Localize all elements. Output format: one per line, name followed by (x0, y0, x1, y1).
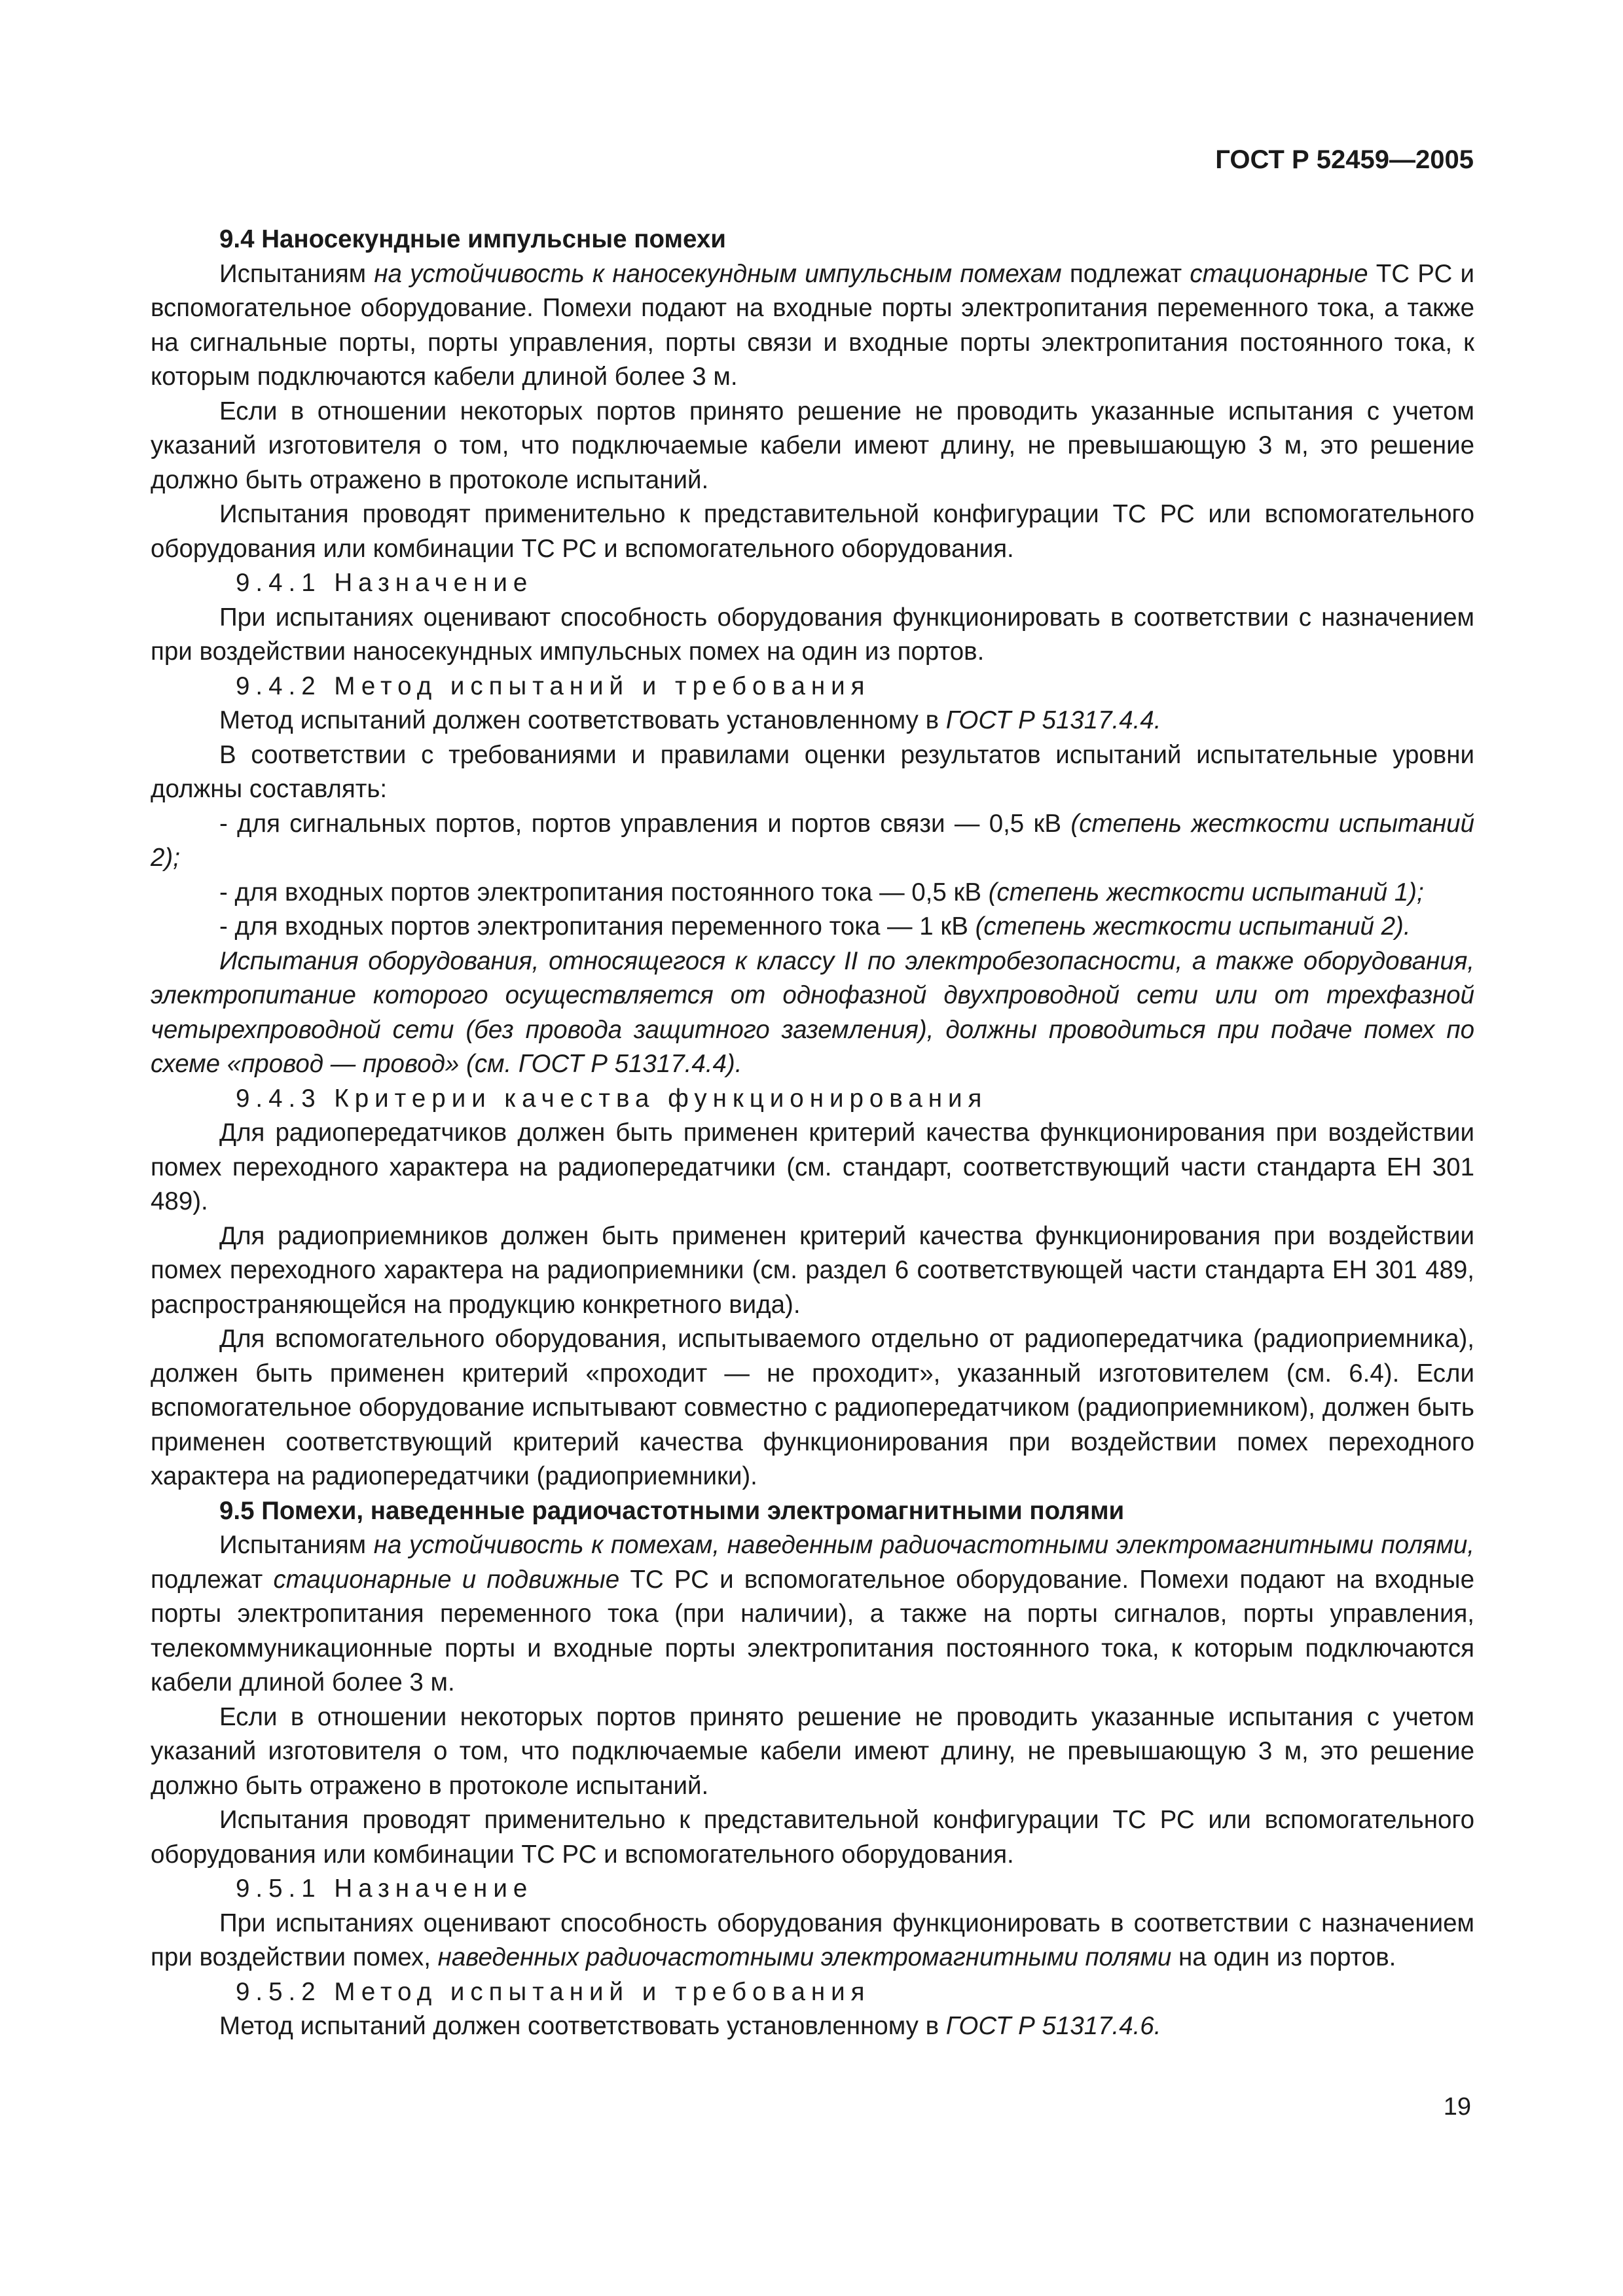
paragraph: Испытаниям на устойчивость к помехам, наведенным радиочастотными электромагнитными полями, подлежат стационарные и подвижные ТС РС и вспомогательное оборудование. Помехи подают на входные порты электропитания переменного тока (при наличии), а также на порты сигналов, порты управления, телекоммуникационные порты и входные порты электропитания постоянного тока, к которым подключаются кабели длиной более 3 м. (151, 1531, 1474, 1696)
list-item: - для сигнальных портов, портов управления и портов связи — 0,5 кВ (степень жесткости испытаний 2); (151, 809, 1474, 872)
section-9-5-heading: 9.5 Помехи, наведенные радиочастотными электромагнитными полями (219, 1496, 1125, 1525)
section-9-4-heading: 9.4 Наносекундные импульсные помехи (219, 225, 726, 253)
subsection-9-4-1-heading: 9.4.1 Назначение (236, 569, 534, 597)
paragraph: Для вспомогательного оборудования, испытываемого отдельно от радиопередатчика (радиоприемника), должен быть применен критерий «проходит — не проходит», указанный изготовителем (см. 6.4). Если вспомогательное оборудование испытывают совместно с радиопередатчиком (радиоприемником), должен быть применен соответствующий критерий качества функционирования при воздействии помех переходного характера на радиопередатчики (радиоприемники). (151, 1325, 1474, 1490)
subsection-9-4-2-heading: 9.4.2 Метод испытаний и требования (236, 672, 871, 700)
paragraph: Испытаниям на устойчивость к наносекундным импульсным помехам подлежат стационарные ТС РС и вспомогательное оборудование. Помехи подают на входные порты электропитания переменного тока, а также на сигнальные порты, порты управления, порты связи и входные порты электропитания постоянного тока, к которым подключаются кабели длиной более 3 м. (151, 259, 1475, 391)
subsection-9-5-1-heading: 9.5.1 Назначение (236, 1874, 534, 1903)
paragraph: Для радиоприемников должен быть применен критерий качества функционирования при воздействии помех переходного характера на радиоприемники (см. раздел 6 соответствующей части стандарта ЕН 301 489, распространяющейся на продукцию конкретного вида). (151, 1221, 1474, 1319)
paragraph: При испытаниях оценивают способность оборудования функционировать в соответствии с назначением при воздействии наносекундных импульсных помех на один из портов. (151, 603, 1474, 666)
paragraph: Испытания проводят применительно к представительной конфигурации ТС РС или вспомогательного оборудования или комбинации ТС РС и вспомогательного оборудования. (151, 1806, 1474, 1869)
paragraph: Для радиопередатчиков должен быть применен критерий качества функционирования при воздействии помех переходного характера на радиопередатчики (см. стандарт, соответствующий части стандарта ЕН 301 489). (151, 1119, 1474, 1215)
subsection-9-5-2-heading: 9.5.2 Метод испытаний и требования (236, 1977, 871, 2006)
standard-code-header: ГОСТ Р 52459—2005 (1215, 145, 1474, 174)
page-number: 19 (1443, 2093, 1471, 2121)
paragraph: Если в отношении некоторых портов принято решение не проводить указанные испытания с учетом указаний изготовителя о том, что подключаемые кабели имеют длину, не превышающую 3 м, это решение должно быть отражено в протоколе испытаний. (151, 397, 1474, 494)
paragraph: Метод испытаний должен соответствовать установленному в ГОСТ Р 51317.4.6. (219, 2012, 1161, 2040)
list-item: - для входных портов электропитания переменного тока — 1 кВ (степень жесткости испытаний 2). (219, 912, 1411, 941)
document-body (151, 223, 1474, 2044)
paragraph: Метод испытаний должен соответствовать установленному в ГОСТ Р 51317.4.4. (219, 706, 1161, 734)
list-item: - для входных портов электропитания постоянного тока — 0,5 кВ (степень жесткости испытаний 1); (219, 878, 1424, 906)
paragraph: В соответствии с требованиями и правилами оценки результатов испытаний испытательные уровни должны составлять: (151, 740, 1474, 803)
paragraph: Если в отношении некоторых портов принято решение не проводить указанные испытания с учетом указаний изготовителя о том, что подключаемые кабели имеют длину, не превышающую 3 м, это решение должно быть отражено в протоколе испытаний. (151, 1702, 1474, 1800)
paragraph: Испытания оборудования, относящегося к классу II по электробезопасности, а также оборудования, электропитание которого осуществляется от однофазной двухпроводной сети или от трехфазной четырехпроводной сети (без провода защитного заземления), должны проводиться при подаче помех по схеме «провод — провод» (см. ГОСТ Р 51317.4.4). (151, 946, 1474, 1078)
paragraph: Испытания проводят применительно к представительной конфигурации ТС РС или вспомогательного оборудования или комбинации ТС РС и вспомогательного оборудования. (151, 500, 1474, 563)
subsection-9-4-3-heading: 9.4.3 Критерии качества функционирования (236, 1084, 988, 1113)
paragraph: При испытаниях оценивают способность оборудования функционировать в соответствии с назначением при воздействии помех, наведенных радиочастотными электромагнитными полями на один из портов. (151, 1909, 1474, 1971)
